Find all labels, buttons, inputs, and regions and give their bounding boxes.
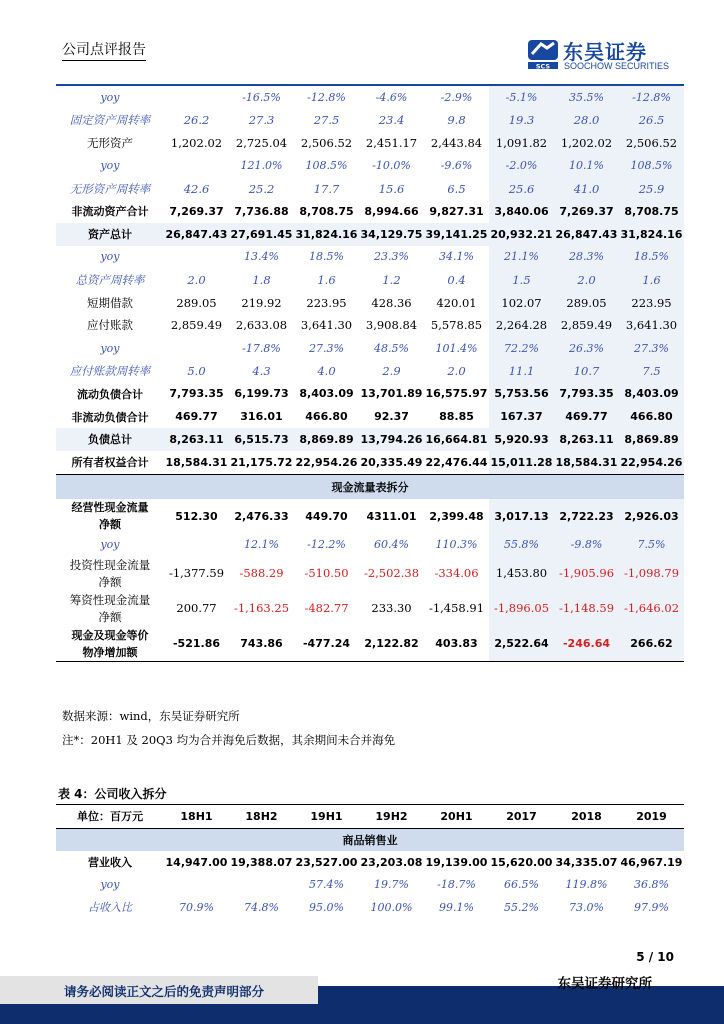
table-cell: 2,122.82	[359, 626, 424, 662]
table-cell: 41.0	[554, 177, 619, 200]
table-cell: -477.24	[294, 626, 359, 662]
table-cell: 11.1	[489, 360, 554, 383]
table-cell	[164, 154, 229, 177]
table-cell: -12.8%	[307, 90, 346, 104]
table-cell: 73.0%	[569, 900, 604, 914]
cash-flow-section-title: 现金流量表拆分	[56, 474, 684, 499]
table-cell: 16,664.81	[424, 428, 489, 451]
table-cell: 27.5	[313, 113, 340, 128]
table-cell: -1,163.25	[233, 601, 290, 616]
table-cell: 2,506.52	[619, 132, 684, 155]
logo-chinese-name: 东吴证券	[563, 40, 647, 64]
table-cell: 4311.01	[366, 509, 417, 523]
table-cell: 1,202.02	[170, 135, 223, 150]
table-row	[56, 405, 684, 428]
table-cell: 2,633.08	[235, 318, 288, 333]
financial-statement-table	[56, 86, 684, 662]
table-cell: 2,476.33	[234, 509, 289, 523]
row-label: 固定资产周转率	[69, 113, 151, 128]
row-label: 无形资产周转率	[69, 181, 151, 196]
table-row	[56, 851, 684, 874]
table-cell: 6,199.73	[234, 387, 289, 401]
table-cell: 34,335.07	[555, 855, 618, 869]
table-cell: -1,377.59	[168, 566, 225, 581]
table-row	[56, 556, 684, 591]
table-cell: 55.8%	[489, 534, 554, 557]
table-cell	[229, 874, 294, 897]
table-cell: 57.4%	[309, 878, 344, 892]
table-cell: 7,269.37	[169, 204, 224, 218]
table-cell: 19.3	[489, 109, 554, 132]
row-label: 应付账款	[87, 318, 133, 333]
table-cell: -2.0%	[489, 154, 554, 177]
table-cell: 223.95	[619, 291, 684, 314]
table-cell: 8,263.11	[164, 428, 229, 451]
row-label	[56, 499, 164, 534]
table-cell: 167.37	[489, 405, 554, 428]
table-cell: 5.0	[187, 363, 206, 378]
table-cell: 27.3	[248, 113, 275, 128]
table-cell: 2.0	[447, 363, 466, 378]
table-cell: -5.1%	[489, 86, 554, 109]
segment-title: 商品销售业	[56, 828, 684, 851]
table-cell: 512.30	[175, 509, 218, 523]
table-row	[56, 896, 684, 919]
column-header: 19H1	[294, 805, 359, 829]
table-cell: 8,708.75	[299, 204, 354, 218]
table-cell: 7,736.88	[234, 204, 289, 218]
row-label: 负债总计	[56, 428, 164, 451]
table-cell: 35.5%	[554, 86, 619, 109]
table-cell: 31,824.16	[619, 223, 684, 246]
table-cell: 121.0%	[240, 159, 283, 173]
table-cell: 743.86	[229, 626, 294, 662]
row-label: 应付账款周转率	[69, 363, 151, 378]
table-cell: 3,908.84	[365, 318, 418, 333]
row-label-line2: 净额	[99, 518, 121, 532]
table-row	[56, 200, 684, 223]
table-cell: 20,932.21	[489, 223, 554, 246]
row-label-line2: 净额	[98, 574, 122, 589]
table-cell: -9.8%	[554, 534, 619, 557]
table-cell: 316.01	[240, 410, 283, 424]
table-cell: 8,263.11	[554, 428, 619, 451]
table-cell: 20,335.49	[360, 455, 423, 469]
table-cell: 10.7	[554, 360, 619, 383]
row-label: 资产总计	[56, 223, 164, 246]
table-cell: 22,476.44	[425, 455, 488, 469]
svg-text:SCS: SCS	[535, 62, 551, 70]
column-header: 2018	[554, 805, 619, 829]
table-cell: -2.9%	[440, 90, 473, 104]
data-source-note: 数据来源：wind，东吴证券研究所	[62, 709, 240, 723]
column-header: 19H2	[359, 805, 424, 829]
table-cell: 7,269.37	[554, 200, 619, 223]
row-label-line1: 现金及现金等价	[71, 628, 149, 642]
table-cell: 70.9%	[179, 900, 214, 914]
table-cell: 25.6	[489, 177, 554, 200]
table-cell: 39,141.25	[424, 223, 489, 246]
row-label: yoy	[100, 250, 120, 264]
table-cell: 25.9	[619, 177, 684, 200]
row-label	[56, 556, 164, 591]
table-cell: 92.37	[374, 410, 409, 424]
table-cell: 101.4%	[435, 341, 478, 355]
table-cell: 22,954.26	[295, 455, 358, 469]
table-cell: -588.29	[239, 566, 284, 581]
table-row	[56, 499, 684, 534]
table-cell: 34,129.75	[359, 223, 424, 246]
table-cell: 8,994.66	[364, 204, 419, 218]
table-cell: -9.6%	[440, 159, 473, 173]
table-cell: 15.6	[378, 181, 405, 196]
logo-english-name: SOOCHOW SECURITIES	[564, 61, 670, 71]
table-cell: -1,905.96	[554, 556, 619, 591]
table-row	[56, 874, 684, 897]
column-header: 18H1	[164, 805, 229, 829]
table-cell: -18.7%	[437, 878, 476, 892]
row-label: 总资产周转率	[75, 272, 145, 287]
row-label: 非流动负债合计	[71, 410, 149, 424]
table-cell: 21.1%	[489, 246, 554, 269]
table-cell: 2,506.52	[300, 135, 353, 150]
table-cell: 469.77	[175, 410, 218, 424]
table-cell: 26,847.43	[554, 223, 619, 246]
row-label: 无形资产	[87, 135, 133, 150]
table-cell: 2,859.49	[170, 318, 223, 333]
table-cell: 3,641.30	[619, 314, 684, 337]
table-row	[56, 154, 684, 177]
table-cell	[164, 874, 229, 897]
table-cell: 12.1%	[244, 538, 279, 552]
unit-label: 单位：百万元	[56, 805, 164, 829]
table-cell: 8,403.09	[299, 387, 354, 401]
table-cell: 23.4	[378, 113, 405, 128]
table-cell: 200.77	[176, 601, 217, 616]
table-cell: -12.8%	[619, 86, 684, 109]
table-cell: 15,620.00	[490, 855, 553, 869]
table-cell: 42.6	[183, 181, 210, 196]
row-label-line2: 物净增加额	[82, 645, 138, 659]
table-row	[56, 428, 684, 451]
table-cell: 97.9%	[634, 900, 669, 914]
table-cell: -1,458.91	[428, 601, 485, 616]
table-cell: 108.5%	[305, 159, 348, 173]
table-cell: 27,691.45	[229, 223, 294, 246]
table-cell: 28.0	[554, 109, 619, 132]
table-cell: 8,869.89	[619, 428, 684, 451]
revenue-breakdown-table	[56, 804, 684, 919]
row-label-line1: yoy	[100, 538, 120, 552]
table-cell: 0.4	[447, 272, 466, 287]
table-cell: 1.2	[382, 272, 401, 287]
table-cell: 26.2	[183, 113, 210, 128]
table-cell: 31,824.16	[294, 223, 359, 246]
table-cell: 8,869.89	[294, 428, 359, 451]
table-cell: 2,264.28	[489, 314, 554, 337]
table-cell	[164, 337, 229, 360]
row-label-line1: 投资性现金流量	[69, 557, 151, 572]
report-type-title: 公司点评报告	[62, 39, 146, 61]
table-cell: 2,859.49	[554, 314, 619, 337]
table-cell: 108.5%	[619, 154, 684, 177]
table-cell: 13,701.89	[360, 387, 423, 401]
table-cell: 5,578.85	[430, 318, 483, 333]
table-cell: 2,725.04	[235, 135, 288, 150]
column-header: 2019	[619, 805, 684, 829]
table-cell: 18.5%	[309, 250, 344, 264]
table-row	[56, 591, 684, 626]
table-cell: 26,847.43	[164, 223, 229, 246]
table-cell: 4.0	[317, 363, 336, 378]
table-cell: 9.8	[447, 113, 466, 128]
table-cell: 102.07	[489, 291, 554, 314]
table-cell: -521.86	[164, 626, 229, 662]
table-row	[56, 86, 684, 109]
table-cell: -334.06	[434, 566, 479, 581]
table-cell: 26.3%	[554, 337, 619, 360]
cash-flow-section-header	[56, 474, 684, 499]
table-cell: 428.36	[371, 295, 412, 310]
column-header: 18H2	[229, 805, 294, 829]
table-cell: 6,515.73	[229, 428, 294, 451]
table-cell: 19,388.07	[230, 855, 293, 869]
table-cell: 27.3%	[619, 337, 684, 360]
table-cell: 19,139.00	[425, 855, 488, 869]
table-cell: -2,502.38	[363, 566, 420, 581]
table-cell: -1,896.05	[489, 591, 554, 626]
table-cell: 5,920.93	[489, 428, 554, 451]
table-cell: 25.2	[248, 181, 275, 196]
table-cell: 21,175.72	[230, 455, 293, 469]
table-cell: 7,793.35	[169, 387, 224, 401]
table-header-row	[56, 805, 684, 829]
table-cell: 1,453.80	[489, 556, 554, 591]
row-label: 占收入比	[88, 901, 132, 915]
table-cell: 110.3%	[435, 538, 478, 552]
row-label	[56, 534, 164, 557]
scs-logo-icon	[527, 38, 559, 70]
table-cell: 88.85	[439, 410, 474, 424]
table-cell: 3,017.13	[489, 499, 554, 534]
table-cell: 7.5%	[619, 534, 684, 557]
table-cell: 26.5	[619, 109, 684, 132]
table-cell: 55.2%	[504, 900, 539, 914]
table-cell: 2,722.23	[554, 499, 619, 534]
table-cell: 2,443.84	[430, 135, 483, 150]
soochow-logo	[527, 38, 687, 74]
table-row	[56, 246, 684, 269]
table-cell: 17.7	[313, 181, 340, 196]
table-cell: 266.62	[619, 626, 684, 662]
table-cell: 8,708.75	[619, 200, 684, 223]
table-cell: 10.1%	[554, 154, 619, 177]
table-cell	[164, 534, 229, 557]
table-cell: -246.64	[554, 626, 619, 662]
table-row	[56, 451, 684, 474]
table-cell: 14,947.00	[165, 855, 228, 869]
table-row	[56, 109, 684, 132]
table-cell: 2.0	[554, 268, 619, 291]
table-cell: 469.77	[554, 405, 619, 428]
table-cell: -16.5%	[242, 90, 281, 104]
table-cell: 289.05	[554, 291, 619, 314]
row-label-line1: 筹资性现金流量	[69, 592, 151, 607]
table-row	[56, 223, 684, 246]
table-cell: 223.95	[306, 295, 347, 310]
table-cell: -482.77	[304, 601, 349, 616]
table-cell: -1,148.59	[554, 591, 619, 626]
table-cell: 28.3%	[554, 246, 619, 269]
table-cell: 95.0%	[309, 900, 344, 914]
table-cell: 4.3	[252, 363, 271, 378]
table-cell: 99.1%	[439, 900, 474, 914]
table-cell: 1,091.82	[489, 132, 554, 155]
disclaimer-text: 请务必阅读正文之后的免责声明部分	[64, 984, 265, 999]
table-cell: 466.80	[305, 410, 348, 424]
table-cell: 27.3%	[309, 341, 344, 355]
table-cell: -12.2%	[307, 538, 346, 552]
table-cell	[164, 86, 229, 109]
table-cell: 18,584.31	[165, 455, 228, 469]
table-cell: 2,399.48	[429, 509, 484, 523]
table-cell: 66.5%	[504, 878, 539, 892]
table-cell: 1.8	[252, 272, 271, 287]
row-label: yoy	[100, 90, 120, 104]
table-row	[56, 534, 684, 557]
row-label-line1: 经营性现金流量	[71, 501, 149, 515]
segment-header-row	[56, 828, 684, 851]
table-row	[56, 382, 684, 405]
table-cell: 46,967.19	[620, 855, 683, 869]
table-cell: 22,954.26	[619, 451, 684, 474]
table-cell: 23.3%	[374, 250, 409, 264]
footnote: 注*：20H1 及 20Q3 均为合并海免后数据，其余期间未合并海免	[62, 733, 396, 747]
table-row	[56, 314, 684, 337]
table-cell	[164, 246, 229, 269]
table-cell: 2.9	[382, 363, 401, 378]
table-cell: 119.8%	[565, 878, 608, 892]
table-cell: 34.1%	[439, 250, 474, 264]
footer-org-name: 东吴证券研究所	[557, 976, 652, 992]
table-cell: 60.4%	[374, 538, 409, 552]
table-cell: 2,451.17	[365, 135, 418, 150]
table-row	[56, 626, 684, 662]
table-cell: 2.0	[187, 272, 206, 287]
row-label: 营业收入	[88, 856, 132, 870]
table4-title: 表 4：公司收入拆分	[58, 787, 167, 801]
table-cell: 1.5	[489, 268, 554, 291]
table-cell: 3,840.06	[489, 200, 554, 223]
table-cell: 7.5	[619, 360, 684, 383]
row-label	[56, 591, 164, 626]
row-label: yoy	[100, 878, 120, 892]
table-row	[56, 132, 684, 155]
row-label: 所有者权益合计	[71, 456, 149, 470]
table-cell: 6.5	[447, 181, 466, 196]
table-cell: 219.92	[241, 295, 282, 310]
table-cell: 1.6	[619, 268, 684, 291]
table-cell: 74.8%	[244, 900, 279, 914]
row-label: yoy	[100, 159, 120, 173]
table-cell: 289.05	[176, 295, 217, 310]
page-number: 5 / 10	[636, 950, 674, 964]
table-cell: -10.0%	[372, 159, 411, 173]
footer-disclaimer-box	[0, 976, 318, 1004]
table-cell: 23,203.08	[360, 855, 423, 869]
table-cell: 2,522.64	[489, 626, 554, 662]
table-cell: 1,202.02	[554, 132, 619, 155]
table-cell: 233.30	[371, 601, 412, 616]
row-label: 流动负债合计	[77, 387, 143, 401]
table-cell: 48.5%	[374, 341, 409, 355]
table-cell: 8,403.09	[619, 382, 684, 405]
column-header: 20H1	[424, 805, 489, 829]
table-cell: 466.80	[619, 405, 684, 428]
table-row	[56, 337, 684, 360]
table-cell: 2,926.03	[619, 499, 684, 534]
table-row	[56, 268, 684, 291]
table-cell: 15,011.28	[489, 451, 554, 474]
table-cell: 23,527.00	[295, 855, 358, 869]
table-cell: 72.2%	[489, 337, 554, 360]
row-label: yoy	[100, 341, 120, 355]
table-cell: 16,575.97	[425, 387, 488, 401]
row-label: 短期借款	[87, 295, 133, 310]
table-cell: 420.01	[436, 295, 477, 310]
table-cell: 3,641.30	[300, 318, 353, 333]
table-cell: 449.70	[305, 509, 348, 523]
row-label: 非流动资产合计	[71, 205, 149, 219]
column-header: 2017	[489, 805, 554, 829]
table-cell: 403.83	[424, 626, 489, 662]
table-cell: -17.8%	[242, 341, 281, 355]
row-label	[56, 626, 164, 662]
table-cell: 18,584.31	[554, 451, 619, 474]
table-row	[56, 360, 684, 383]
table-cell: 7,793.35	[554, 382, 619, 405]
table-cell: 100.0%	[370, 900, 413, 914]
table-row	[56, 291, 684, 314]
table-cell: 36.8%	[634, 878, 669, 892]
table-cell: 13.4%	[244, 250, 279, 264]
table-cell: 19.7%	[374, 878, 409, 892]
table-cell: -4.6%	[375, 90, 408, 104]
table-cell: 18.5%	[619, 246, 684, 269]
table-cell: 9,827.31	[429, 204, 484, 218]
table-cell: -1,646.02	[619, 591, 684, 626]
table-cell: 5,753.56	[489, 382, 554, 405]
table-cell: 13,794.26	[359, 428, 424, 451]
table-cell: 1.6	[317, 272, 336, 287]
table-cell: -510.50	[304, 566, 349, 581]
table-row	[56, 177, 684, 200]
table-cell: -1,098.79	[619, 556, 684, 591]
row-label-line2: 净额	[98, 609, 122, 624]
